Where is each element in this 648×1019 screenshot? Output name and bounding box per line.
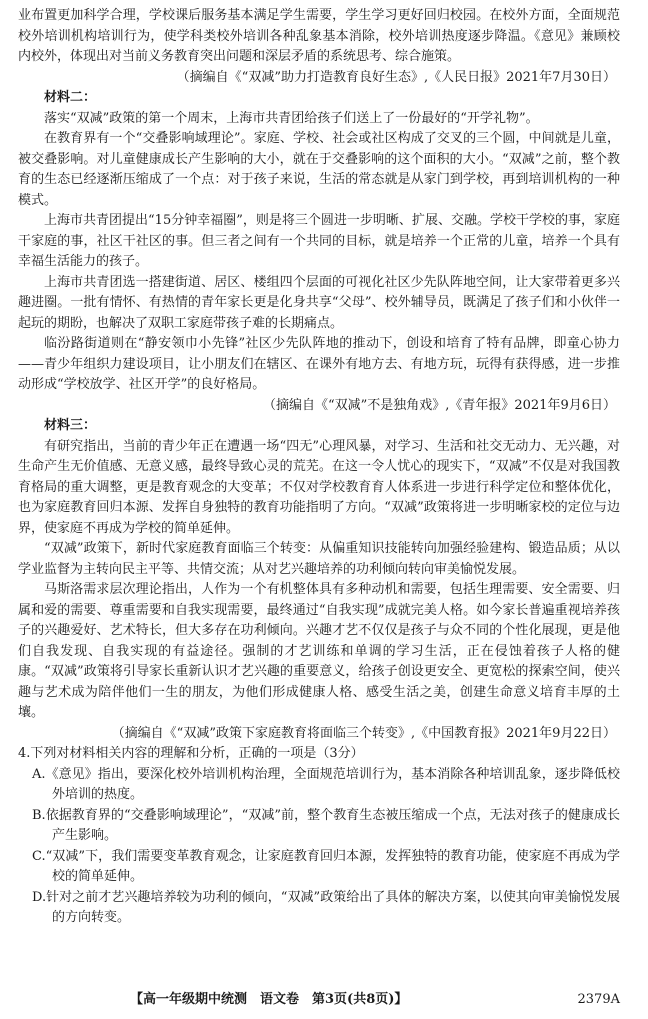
material3-paragraph-1: 有研究指出，当前的青少年正在遭遇一场“四无”心理风暴，对学习、生活和社交无动力、无兴趣，对生命产生无价值感、无意义感，最终导致心灵的荒芜。在这一令人忧心的现实下，“双减”不仅是对我国教育格局的重大调整，更是教育观念的大变革；不仅对学校教育育人体系进一步进行科学定位和整体优化，也为家庭教育回归本源、发挥自身独特的教育功能指明了方向。“双减”政策将进一步明晰家校的定位与边界，使家庭不再成为学校的简单延伸。 — [18, 438, 620, 536]
option-d: D.针对之前才艺兴趣培养较为功利的倾向，“双减”政策给出了具体的解决方案，以使其向审美愉悦发展的方向转变。 — [32, 889, 620, 925]
material3-heading: 材料三： — [44, 418, 97, 433]
page-footer — [0, 990, 648, 1012]
footer-code: 2379A — [577, 992, 620, 1007]
material2-paragraph-2: 在教育界有一个“交叠影响域理论”。家庭、学校、社会或社区构成了交叉的三个圆，中间就是儿童，被交叠影响。对儿童健康成长产生影响的大小，就在于交叠影响的这个面积的大小。“双减”之前，整个教育的生态已经逐渐压缩成了一个点：对于孩子来说，生活的常态就是从家门到学校，再到培训机构的一种模式。 — [18, 131, 620, 208]
material1-tail: 业布置更加科学合理，学校课后服务基本满足学生需要，学生学习更好回归校园。在校外方面，全面规范校外培训机构培训行为，使学科类校外培训各种乱象基本消除，校外培训热度逐步降温。《意见》兼顾校内校外，体现出对当前义务教育突出问题和深层矛盾的系统思考、综合施策。 — [18, 8, 620, 64]
option-a: A.《意见》指出，要深化校外培训机构治理，全面规范培训行为，基本消除各种培训乱象，逐步降低校外培训的热度。 — [32, 766, 620, 802]
question-4-stem: 4.下列对材料相关内容的理解和分析，正确的一项是（3分） — [18, 746, 364, 761]
material2-heading: 材料二： — [44, 90, 97, 105]
material2-source: （摘编自《“双减”不是独角戏》,《青年报》2021年9月6日） — [262, 397, 616, 413]
material2-paragraph-3: 上海市共青团提出“15分钟幸福圈”，则是将三个圆进一步明晰、扩展、交融。学校干学校的事，家庭干家庭的事，社区干社区的事。但三者之间有一个共同的目标，就是培养一个正常的儿童，培养一个具有幸福生活能力的孩子。 — [18, 213, 620, 269]
material2-paragraph-1: 落实“双减”政策的第一个周末，上海市共青团给孩子们送上了一份最好的“开学礼物”。 — [44, 110, 539, 126]
material3-paragraph-2: “双减”政策下，新时代家庭教育面临三个转变：从偏重知识技能转向加强经验建构、锻造品质；从以学业监督为主转向民主平等、共情交流；从对艺兴趣培养的功利倾向转向审美愉悦发展。 — [18, 541, 620, 577]
option-c: C.“双减”下，我们需要变革教育观念，让家庭教育回归本源，发挥独特的教育功能，使家庭不再成为学校的简单延伸。 — [32, 848, 620, 884]
material2-paragraph-5: 临汾路街道则在“静安领巾小先锋”社区少先队阵地的推动下，创设和培育了特有品牌，即童心协力——青少年组织力建设项目，让小朋友们在辖区、在课外有地方去、有地方玩，玩得有获得感，进一步推动形成“学校放学、社区开学”的良好格局。 — [18, 336, 620, 392]
footer-exam-info: 【高一年级期中统测 语文卷 第3页(共8页)】 — [130, 992, 408, 1007]
material3-paragraph-3: 马斯洛需求层次理论指出，人作为一个有机整体具有多种动机和需要，包括生理需要、安全需要、归属和爱的需要、尊重需要和自我实现需要，最终通过“自我实现”成就完美人格。如今家长普遍重视培养孩子的兴趣爱好、艺术特长，但大多存在功利倾向。兴趣才艺不仅仅是孩子与众不同的个性化展现，更是他们自我发现、自我实现的有益途径。强制的才艺训练和单调的学习生活，正在侵蚀着孩子人格的健康。“双减”政策将引导家长重新认识才艺兴趣的重要意义，给孩子创设更安全、更宽松的探索空间，使兴趣与艺术成为陪伴他们一生的朋友，为他们形成健康人格、感受生活之美，创建生命意义培育丰厚的土壤。 — [18, 582, 620, 720]
material1-source: （摘编自《“双减”助力打造教育良好生态》,《人民日报》2021年7月30日） — [176, 69, 616, 85]
material3-source: （摘编自《“双减”政策下家庭教育将面临三个转变》,《中国教育报》2021年9月22日） — [111, 725, 616, 741]
material2-paragraph-4: 上海市共青团选一搭建街道、居区、楼组四个层面的可视化社区少先队阵地空间，让大家带着更多兴趣进圈。一批有情怀、有热情的青年家长更是化身共享“父母”、校外辅导员，既满足了孩子们和小伙伴一起玩的期盼，也解决了双职工家庭带孩子难的长期痛点。 — [18, 274, 620, 331]
option-b: B.依据教育界的“交叠影响域理论”，“双减”前，整个教育生态被压缩成一个点，无法对孩子的健康成长产生影响。 — [32, 807, 620, 843]
